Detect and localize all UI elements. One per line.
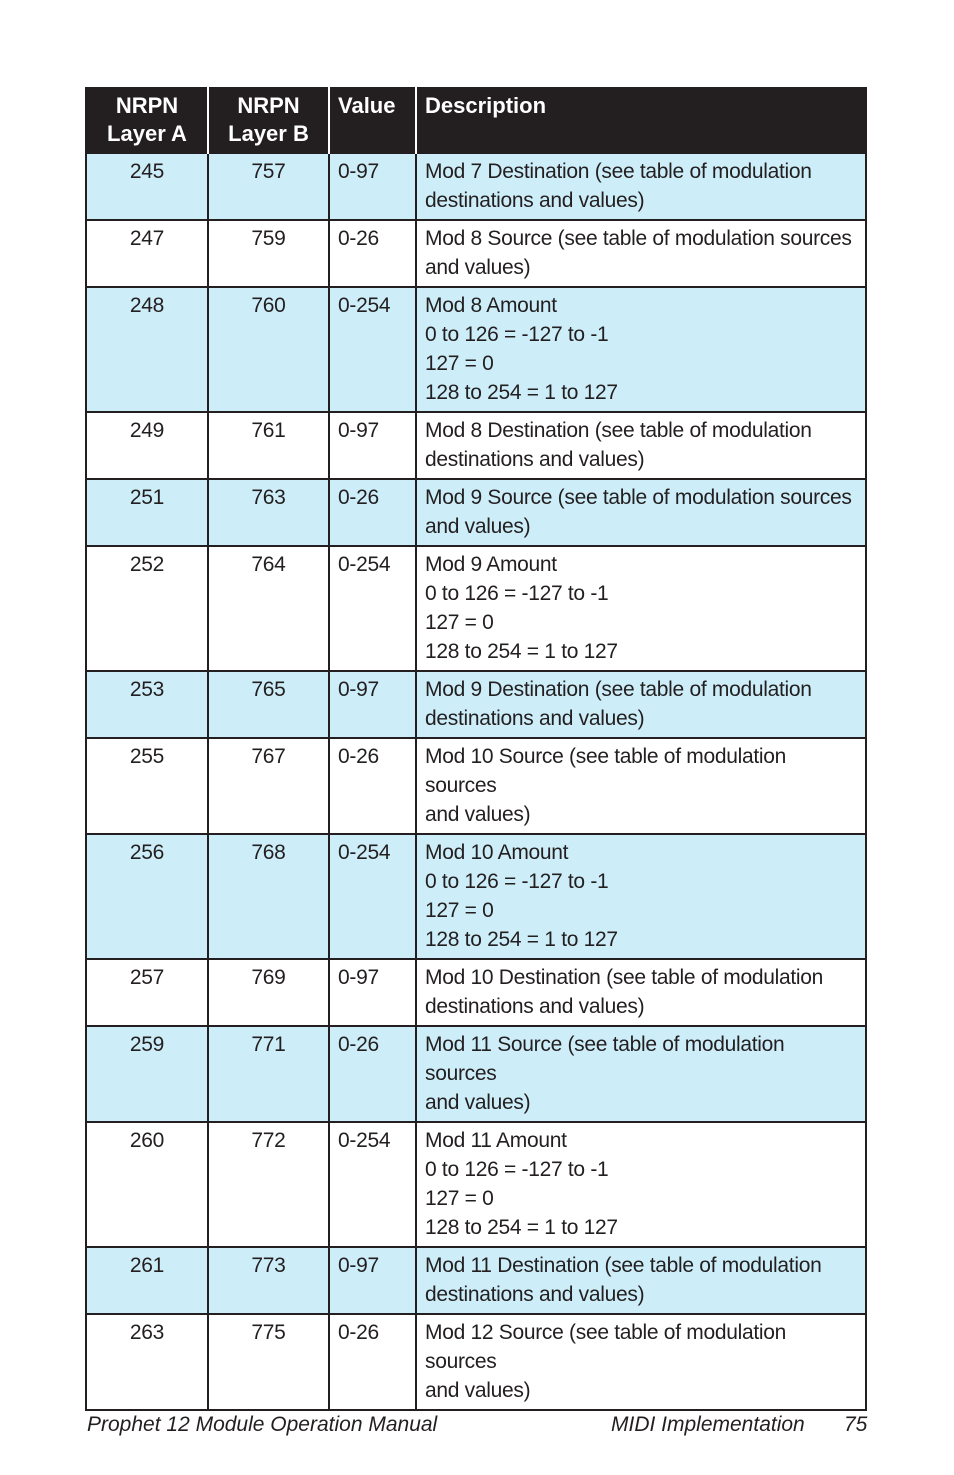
- table-row: [86, 1026, 866, 1122]
- cell-nrpn-layer-b: 771: [208, 1026, 329, 1122]
- cell-nrpn-layer-a: 245: [86, 153, 208, 220]
- footer-manual-title: Prophet 12 Module Operation Manual: [87, 1413, 438, 1436]
- cell-nrpn-layer-b: 768: [208, 834, 329, 959]
- cell-description: Mod 8 Amount 0 to 126 = -127 to -1 127 = 0 128 to 254 = 1 to 127: [416, 287, 866, 412]
- cell-nrpn-layer-a: 252: [86, 546, 208, 671]
- cell-nrpn-layer-a: 261: [86, 1247, 208, 1314]
- header-row: [86, 87, 866, 153]
- cell-description: Mod 11 Source (see table of modulation sources and values): [416, 1026, 866, 1122]
- table-row: [86, 479, 866, 546]
- cell-nrpn-layer-b: 764: [208, 546, 329, 671]
- cell-description: Mod 7 Destination (see table of modulation destinations and values): [416, 153, 866, 220]
- cell-nrpn-layer-a: 251: [86, 479, 208, 546]
- table-row: [86, 834, 866, 959]
- cell-nrpn-layer-a: 248: [86, 287, 208, 412]
- cell-nrpn-layer-b: 761: [208, 412, 329, 479]
- cell-description: Mod 10 Amount 0 to 126 = -127 to -1 127 = 0 128 to 254 = 1 to 127: [416, 834, 866, 959]
- table-body: [86, 153, 866, 1410]
- header-layer-a: NRPN Layer A: [86, 87, 208, 153]
- table-row: [86, 959, 866, 1026]
- cell-nrpn-layer-b: 759: [208, 220, 329, 287]
- cell-nrpn-layer-b: 769: [208, 959, 329, 1026]
- cell-description: Mod 11 Destination (see table of modulation destinations and values): [416, 1247, 866, 1314]
- cell-value-range: 0-26: [329, 738, 416, 834]
- cell-description: Mod 11 Amount 0 to 126 = -127 to -1 127 = 0 128 to 254 = 1 to 127: [416, 1122, 866, 1247]
- footer-section-name: MIDI Implementation: [611, 1413, 805, 1436]
- cell-nrpn-layer-b: 765: [208, 671, 329, 738]
- table-row: [86, 412, 866, 479]
- table-row: [86, 220, 866, 287]
- cell-nrpn-layer-b: 757: [208, 153, 329, 220]
- table-row: [86, 153, 866, 220]
- cell-nrpn-layer-b: 763: [208, 479, 329, 546]
- table-row: [86, 287, 866, 412]
- cell-value-range: 0-97: [329, 412, 416, 479]
- cell-nrpn-layer-a: 257: [86, 959, 208, 1026]
- cell-value-range: 0-97: [329, 1247, 416, 1314]
- cell-value-range: 0-254: [329, 834, 416, 959]
- cell-value-range: 0-26: [329, 220, 416, 287]
- cell-description: Mod 10 Destination (see table of modulation destinations and values): [416, 959, 866, 1026]
- table-row: [86, 1247, 866, 1314]
- cell-description: Mod 9 Destination (see table of modulation destinations and values): [416, 671, 866, 738]
- cell-description: Mod 12 Source (see table of modulation sources and values): [416, 1314, 866, 1410]
- cell-value-range: 0-26: [329, 479, 416, 546]
- cell-nrpn-layer-b: 775: [208, 1314, 329, 1410]
- table-row: [86, 671, 866, 738]
- cell-nrpn-layer-a: 247: [86, 220, 208, 287]
- cell-nrpn-layer-a: 263: [86, 1314, 208, 1410]
- table-header: [86, 87, 866, 153]
- cell-value-range: 0-254: [329, 546, 416, 671]
- cell-value-range: 0-97: [329, 959, 416, 1026]
- cell-value-range: 0-254: [329, 1122, 416, 1247]
- header-value: Value: [329, 87, 416, 153]
- cell-nrpn-layer-b: 767: [208, 738, 329, 834]
- cell-nrpn-layer-a: 253: [86, 671, 208, 738]
- header-layer-b: NRPN Layer B: [208, 87, 329, 153]
- table-row: [86, 546, 866, 671]
- cell-value-range: 0-97: [329, 153, 416, 220]
- cell-nrpn-layer-a: 255: [86, 738, 208, 834]
- cell-description: Mod 8 Source (see table of modulation sources and values): [416, 220, 866, 287]
- table-row: [86, 1122, 866, 1247]
- cell-value-range: 0-254: [329, 287, 416, 412]
- nrpn-table: [85, 87, 867, 1411]
- cell-value-range: 0-26: [329, 1026, 416, 1122]
- cell-nrpn-layer-a: 259: [86, 1026, 208, 1122]
- table-row: [86, 1314, 866, 1410]
- cell-description: Mod 10 Source (see table of modulation sources and values): [416, 738, 866, 834]
- cell-nrpn-layer-a: 260: [86, 1122, 208, 1247]
- cell-description: Mod 8 Destination (see table of modulation destinations and values): [416, 412, 866, 479]
- cell-description: Mod 9 Source (see table of modulation sources and values): [416, 479, 866, 546]
- cell-value-range: 0-26: [329, 1314, 416, 1410]
- cell-value-range: 0-97: [329, 671, 416, 738]
- cell-nrpn-layer-a: 249: [86, 412, 208, 479]
- table-row: [86, 738, 866, 834]
- cell-nrpn-layer-a: 256: [86, 834, 208, 959]
- cell-nrpn-layer-b: 760: [208, 287, 329, 412]
- cell-description: Mod 9 Amount 0 to 126 = -127 to -1 127 = 0 128 to 254 = 1 to 127: [416, 546, 866, 671]
- footer-page-number: 75: [844, 1413, 868, 1436]
- cell-nrpn-layer-b: 773: [208, 1247, 329, 1314]
- header-description: Description: [416, 87, 866, 153]
- cell-nrpn-layer-b: 772: [208, 1122, 329, 1247]
